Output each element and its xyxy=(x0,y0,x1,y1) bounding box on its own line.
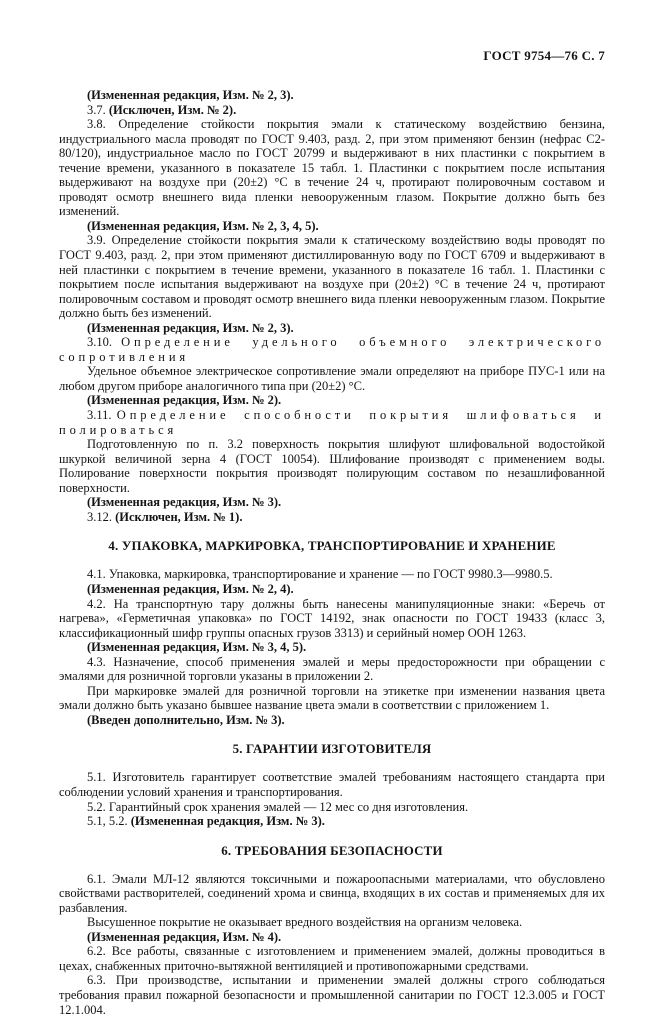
clause-excluded-line xyxy=(59,814,605,829)
amendment-note: (Введен дополнительно, Изм. № 3). xyxy=(87,712,285,727)
section-heading: 5. ГАРАНТИИ ИЗГОТОВИТЕЛЯ xyxy=(232,742,432,757)
clause-title-spaced: Определение способности покрытия шлифоваться и полироваться xyxy=(59,408,605,437)
clause-title-line xyxy=(59,408,605,437)
clause-number: 3.7. xyxy=(87,102,106,117)
body-paragraph: Высушенное покрытие не оказывает вредного воздействия на организм человека. xyxy=(87,915,523,930)
amendment-note: (Измененная редакция, Изм. № 2, 4). xyxy=(87,581,294,596)
amendment-note: (Измененная редакция, Изм. № 2, 3). xyxy=(87,320,294,335)
amendment-note: (Измененная редакция, Изм. № 2, 3, 4, 5). xyxy=(87,218,319,233)
clause-excluded-note: (Исключен, Изм. № 2). xyxy=(108,102,237,117)
body-paragraph: 3.9. Определение стойкости покрытия эмали к статическому воздействию воды проводят по ГОСТ 9.403, разд. 2, при этом применяют дистиллированную воду по ГОСТ 6709 и выдерживают в ней пластинки с покрытием в течение времени, указанного в показателе 16 табл. 1. Пластинки с покрытием после испытания выдерживают на воздухе при (20±2) °С в течение 24 ч, протирают полировочным составом и проводят осмотр внешнего вида пленки невооруженным глазом. Покрытие должно быть без изменений. xyxy=(59,233,605,321)
amendment-note: (Измененная редакция, Изм. № 4). xyxy=(87,929,282,944)
body-paragraph: Удельное объемное электрическое сопротивление эмали определяют на приборе ПУС-1 или на любом другом приборе аналогичного типа при (20±2) °С. xyxy=(59,364,605,393)
body-paragraph: 4.3. Назначение, способ применения эмалей и меры предосторожности при обращении с эмалями для розничной торговли указаны в приложении 2. xyxy=(59,654,605,684)
clause-number: 3.11. xyxy=(87,408,112,423)
amendment-note: (Измененная редакция, Изм. № 2). xyxy=(87,393,282,408)
clause-excluded-line xyxy=(59,510,605,525)
body-paragraph: При маркировке эмалей для розничной торговли на этикетке при изменении названия цвета эмали должно быть указано бывшее название цвета эмали в соответствии с приложением 1. xyxy=(59,683,605,713)
clause-number: 5.1, 5.2. xyxy=(87,814,128,829)
section-heading: 4. УПАКОВКА, МАРКИРОВКА, ТРАНСПОРТИРОВАНИЕ И ХРАНЕНИЕ xyxy=(108,539,556,554)
amendment-note: (Измененная редакция, Изм. № 3, 4, 5). xyxy=(87,640,307,655)
body-paragraph: 4.2. На транспортную тару должны быть нанесены манипуляционные знаки: «Беречь от нагрева», «Герметичная упаковка» по ГОСТ 14192, знак опасности по ГОСТ 19433 (класс 3, классификационный шифр группы опасных грузов 3313) и серийный номер ООН 1263. xyxy=(59,596,605,640)
body-paragraph: 6.1. Эмали МЛ-12 являются токсичными и пожароопасными материалами, что обусловлено свойствами растворителей, соединений хрома и свинца, входящих в их состав и применяемых для их разбавления. xyxy=(59,871,605,915)
clause-title-line xyxy=(59,335,605,364)
body-paragraph: 6.3. При производстве, испытании и применении эмалей должны строго соблюдаться требования правил пожарной безопасности и промышленной санитарии по ГОСТ 12.3.005 и ГОСТ 12.1.004. xyxy=(59,973,605,1017)
amendment-note: (Измененная редакция, Изм. № 2, 3). xyxy=(87,88,294,102)
clause-number: 3.10. xyxy=(87,335,112,350)
amendment-note: (Измененная редакция, Изм. № 3). xyxy=(87,495,282,510)
clause-title-spaced: Определение удельного объемного электрического сопротивления xyxy=(59,335,605,364)
page-header-gost-number: ГОСТ 9754—76 С. 7 xyxy=(483,48,605,63)
body-paragraph: Подготовленную по п. 3.2 поверхность покрытия шлифуют шлифовальной водостойкой шкуркой величиной зерна 4 (ГОСТ 10054). Шлифование производят с применением воды. Полирование поверхности покрытия производят полирующим составом по незашлифованной поверхности. xyxy=(59,437,605,495)
document-body xyxy=(59,88,605,1017)
body-paragraph: 5.2. Гарантийный срок хранения эмалей — 12 мес со дня изготовления. xyxy=(87,799,469,814)
clause-excluded-line xyxy=(59,103,605,118)
section-heading: 6. ТРЕБОВАНИЯ БЕЗОПАСНОСТИ xyxy=(221,843,443,858)
body-paragraph: 5.1. Изготовитель гарантирует соответствие эмалей требованиям настоящего стандарта при соблюдении условий хранения и транспортирования. xyxy=(59,770,605,799)
clause-number: 3.12. xyxy=(87,509,112,524)
body-paragraph: 3.8. Определение стойкости покрытия эмали к статическому воздействию бензина, индустриального масла проводят по ГОСТ 9.403, разд. 2, при этом применяют бензин (нефрас С2-80/120), индустриальное масло по ГОСТ 20799 и выдерживают в них пластинки с покрытием в течение времени, указанного в показателе 15 табл. 1. Пластинки с покрытием после испытания выдерживают на воздухе при (20±2) °С в течение 24 ч, протирают полировочным составом и проводят осмотр внешнего вида пленки невооруженным глазом. Покрытие должно быть без изменений. xyxy=(59,117,605,219)
body-paragraph: 4.1. Упаковка, маркировка, транспортирование и хранение — по ГОСТ 9980.3—9980.5. xyxy=(87,567,553,582)
body-paragraph: 6.2. Все работы, связанные с изготовлением и применением эмалей, должны проводиться в цехах, снабженных приточно-вытяжной вентиляцией и противопожарными средствами. xyxy=(59,944,605,973)
clause-excluded-note: (Исключен, Изм. № 1). xyxy=(115,509,243,524)
clause-excluded-note: (Измененная редакция, Изм. № 3). xyxy=(130,814,325,829)
